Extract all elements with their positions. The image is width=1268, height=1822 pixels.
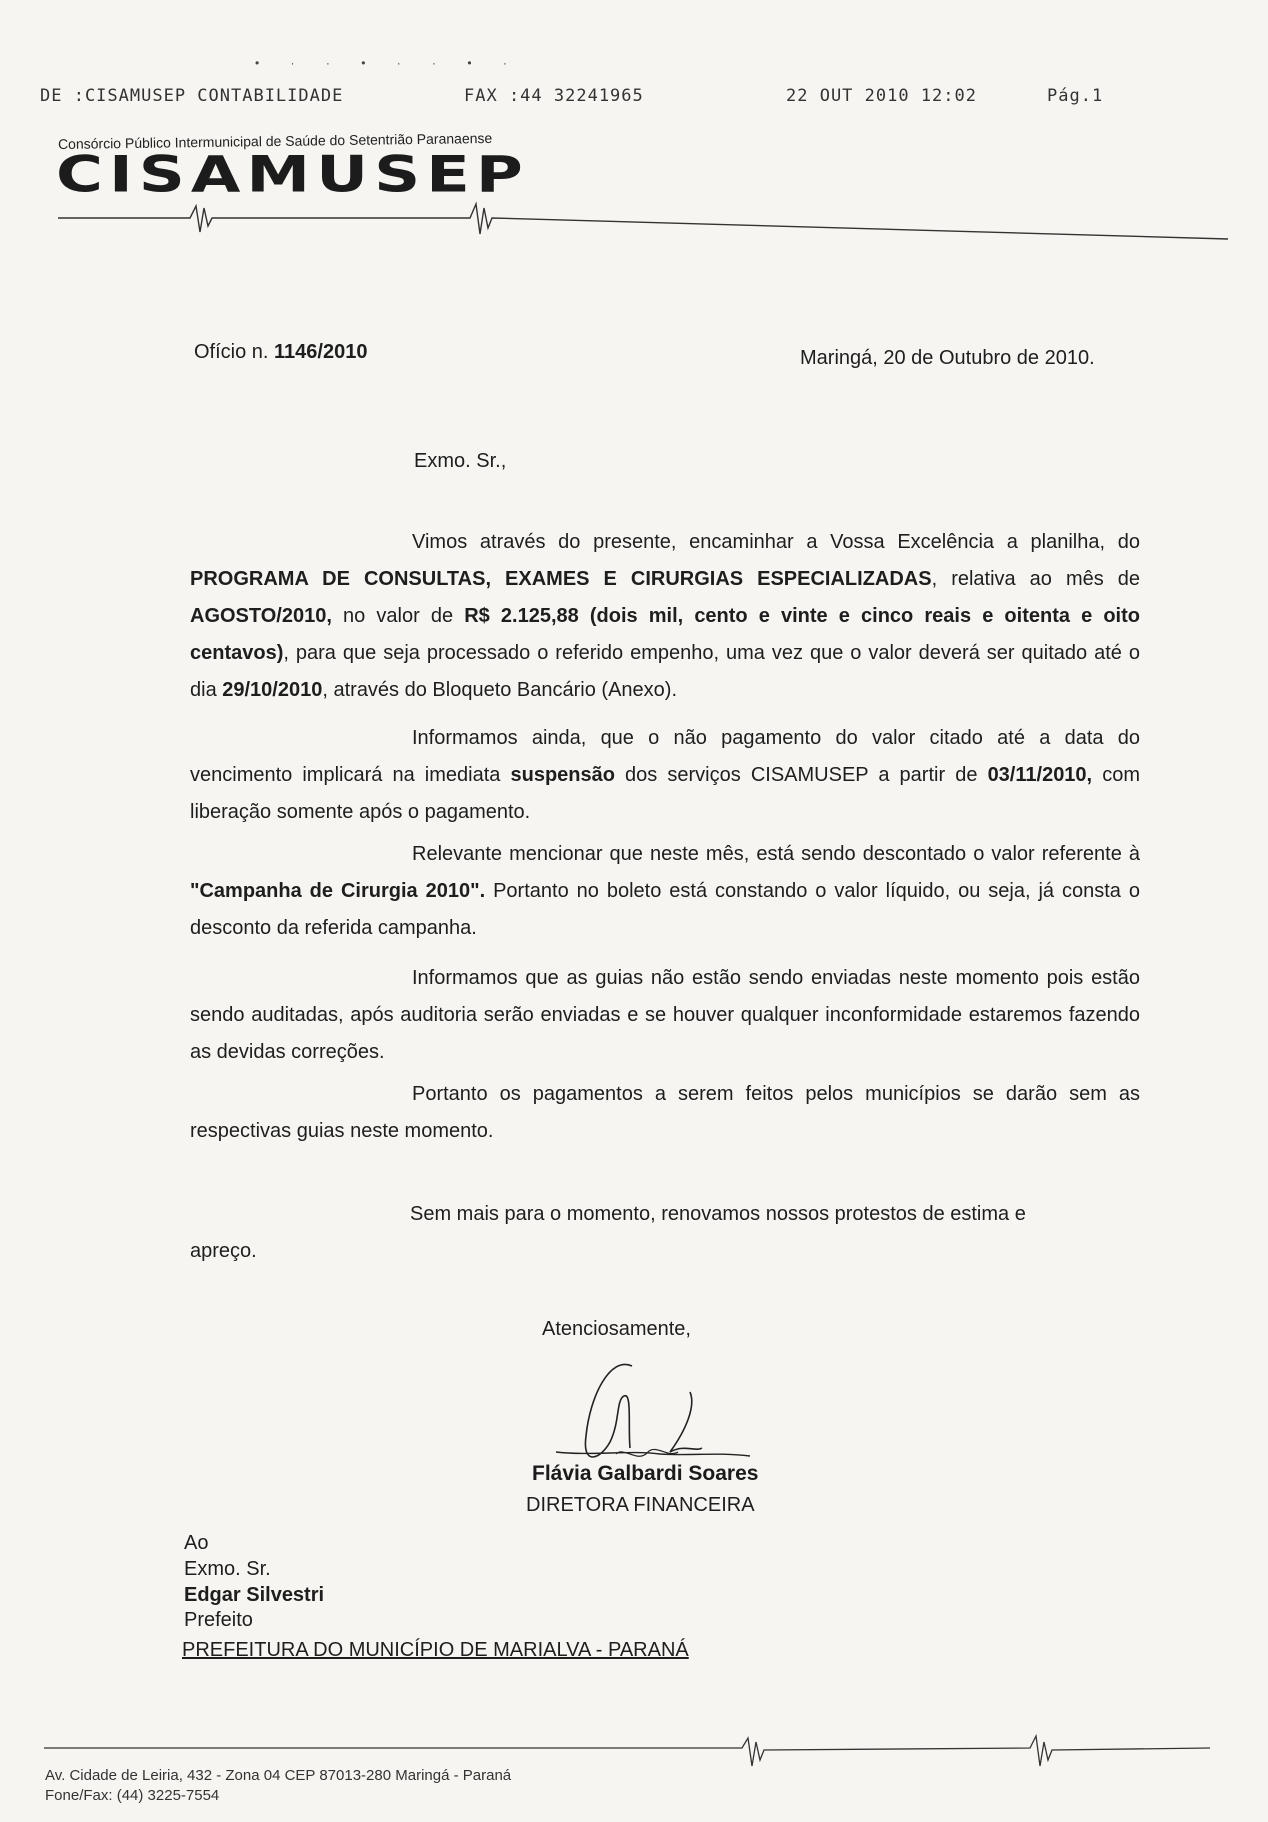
cisamusep-logo: CISAMUSEP bbox=[56, 146, 529, 204]
regards: Atenciosamente, bbox=[542, 1318, 691, 1340]
signer-name: Flávia Galbardi Soares bbox=[532, 1462, 759, 1485]
recipient-name: Edgar Silvestri bbox=[184, 1584, 325, 1606]
fax-noise-specks: • · · • · · • · bbox=[255, 56, 521, 70]
reference-month: AGOSTO/2010, bbox=[190, 605, 332, 627]
paragraph-4: Informamos que as guias não estão sendo enviadas neste momento pois estão sendo auditadas, após auditoria serão enviadas e se houver qualquer inconformidade estaremos fazendo as devidas correções. bbox=[190, 967, 1140, 1063]
oficio-label: Ofício n. bbox=[194, 341, 275, 363]
place-date: Maringá, 20 de Outubro de 2010. bbox=[800, 347, 1095, 369]
oficio-number: 1146/2010 bbox=[274, 341, 368, 363]
salutation: Exmo. Sr., bbox=[414, 450, 507, 472]
suspension-date: 03/11/2010, bbox=[987, 764, 1093, 786]
p1-text-a: Vimos através do presente, encaminhar a Vossa Excelência a planilha, do bbox=[412, 531, 1140, 553]
fax-datetime: 22 OUT 2010 12:02 bbox=[786, 86, 977, 106]
recipient-title: Exmo. Sr. bbox=[184, 1558, 271, 1580]
fax-number: FAX :44 32241965 bbox=[464, 86, 644, 106]
p2-text-e: com liberação somente após o pagamento. bbox=[190, 764, 1140, 823]
recipient-organization: PREFEITURA DO MUNICÍPIO DE MARIALVA - PARANÁ bbox=[182, 1639, 689, 1661]
p1-text-e: no valor de bbox=[331, 605, 465, 627]
p1-text-c: , relativa ao mês de bbox=[931, 568, 1141, 590]
paragraph-2 bbox=[190, 720, 1140, 831]
p3-text-a: Relevante mencionar que neste mês, está sendo descontado o valor referente à bbox=[412, 843, 1140, 865]
paragraph-3 bbox=[190, 836, 1140, 947]
paragraph-5: Portanto os pagamentos a serem feitos pelos municípios se darão sem as respectivas guias neste momento. bbox=[190, 1083, 1140, 1142]
amount: R$ 2.125,88 (dois mil, cento e vinte e cinco reais e oitenta e oito centavos) bbox=[190, 605, 1140, 664]
p2-text-c: dos serviços CISAMUSEP a partir de bbox=[614, 764, 988, 786]
fax-sender: DE :CISAMUSEP CONTABILIDADE bbox=[40, 86, 344, 106]
oficio-number-line bbox=[194, 334, 367, 371]
footer-phone: Fone/Fax: (44) 3225-7554 bbox=[45, 1787, 220, 1804]
recipient-role: Prefeito bbox=[184, 1609, 253, 1631]
paragraph-1 bbox=[190, 524, 1140, 709]
closing-line-2: apreço. bbox=[190, 1240, 257, 1262]
p2-text-a: Informamos ainda, que o não pagamento do valor citado até a data do vencimento implicará na imediata bbox=[190, 727, 1140, 786]
suspension-word: suspensão bbox=[510, 764, 615, 786]
campaign-name: "Campanha de Cirurgia 2010". bbox=[190, 880, 486, 902]
due-date: 29/10/2010 bbox=[222, 679, 323, 701]
p1-text-g: , para que seja processado o referido empenho, uma vez que o valor deverá ser quitado até o dia bbox=[190, 642, 1140, 701]
letterhead-subtitle: Consórcio Público Intermunicipal de Saúde do Setentrião Paranaense bbox=[57, 129, 493, 152]
p1-text-i: , através do Bloqueto Bancário (Anexo). bbox=[322, 679, 678, 701]
program-name: PROGRAMA DE CONSULTAS, EXAMES E CIRURGIAS ESPECIALIZADAS bbox=[190, 568, 932, 590]
footer-address: Av. Cidade de Leiria, 432 - Zona 04 CEP 87013-280 Maringá - Paraná bbox=[45, 1767, 512, 1784]
letterhead-pulse-line bbox=[0, 0, 1268, 260]
recipient-ao: Ao bbox=[184, 1532, 209, 1554]
signer-title: DIRETORA FINANCEIRA bbox=[526, 1494, 755, 1516]
p3-text-c: Portanto no boleto está constando o valor líquido, ou seja, já consta o desconto da referida campanha. bbox=[190, 880, 1141, 939]
fax-page-number: Pág.1 bbox=[1047, 86, 1104, 106]
closing-line-1: Sem mais para o momento, renovamos nossos protestos de estima e bbox=[410, 1203, 1026, 1225]
